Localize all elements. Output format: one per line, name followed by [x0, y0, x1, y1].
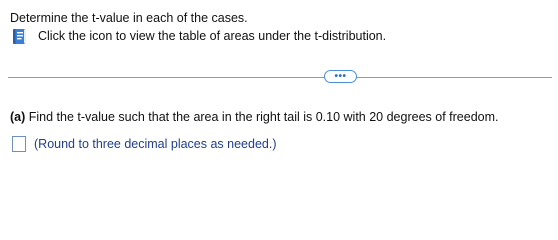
part-a-rounding-hint: (Round to three decimal places as needed.)	[34, 137, 277, 151]
section-divider	[8, 77, 552, 78]
book-icon[interactable]	[12, 28, 27, 45]
t-table-link-text: Click the icon to view the table of areas under the t-distribution.	[38, 29, 387, 43]
part-a-label: (a)	[10, 110, 26, 124]
expand-details-button[interactable]: •••	[324, 70, 357, 83]
question-instruction: Determine the t-value in each of the cases.	[10, 11, 248, 25]
part-a-prompt: Find the t-value such that the area in the right tail is 0.10 with 20 degrees of freedom.	[28, 110, 499, 124]
part-a-answer-row	[12, 135, 277, 153]
part-a-answer-input[interactable]	[12, 136, 26, 152]
t-table-link-row	[12, 27, 386, 45]
part-a-question	[10, 109, 498, 125]
